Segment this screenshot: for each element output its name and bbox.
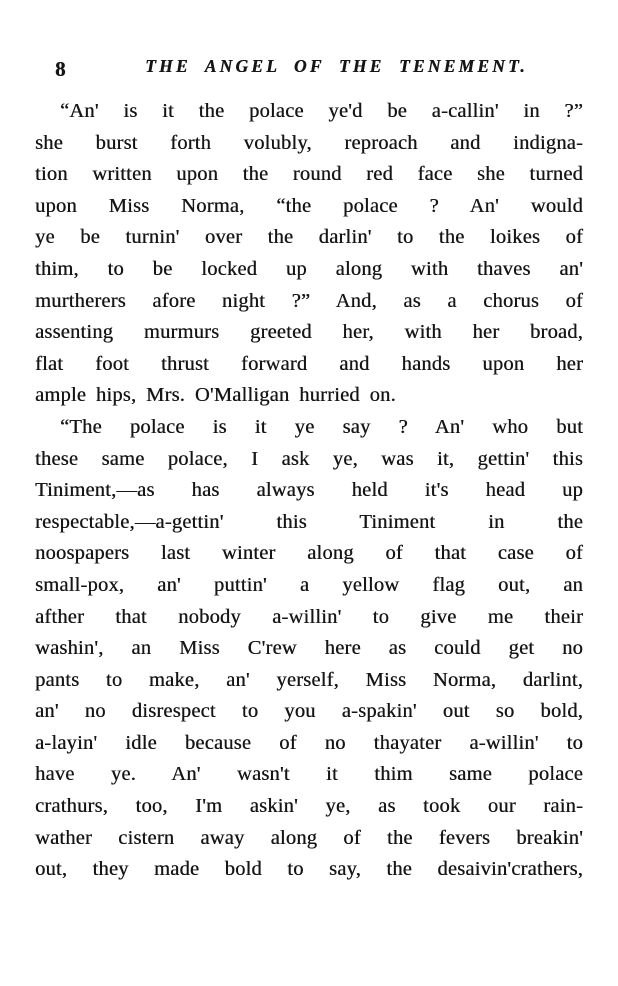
text-line: these same polace, I ask ye, was it, gettin' this bbox=[35, 447, 583, 470]
text-line: murtherers afore night ?” And, as a chorus of bbox=[35, 289, 583, 312]
text-line: a-layin' idle because of no thayater a-willin' to bbox=[35, 731, 583, 754]
text-line: assenting murmurs greeted her, with her broad, bbox=[35, 321, 583, 344]
text-line: crathurs, too, I'm askin' ye, as took our rain- bbox=[35, 795, 583, 818]
text-line: she burst forth volubly, reproach and indigna- bbox=[35, 131, 583, 154]
page-number: 8 bbox=[55, 57, 66, 81]
text-line: “An' is it the polace ye'd be a-callin' in ?” bbox=[60, 100, 583, 122]
running-title: THE ANGEL OF THE TENEMENT. bbox=[145, 56, 528, 76]
text-line: have ye. An' wasn't it thim same polace bbox=[35, 763, 583, 786]
text-line: pants to make, an' yerself, Miss Norma, darlint, bbox=[35, 668, 583, 691]
text-line: thim, to be locked up along with thaves an' bbox=[35, 257, 583, 280]
text-line: “The polace is it ye say ? An' who but bbox=[60, 415, 583, 438]
text-line: washin', an Miss C'rew here as could get no bbox=[35, 637, 583, 660]
text-line: ye be turnin' over the darlin' to the loikes of bbox=[35, 226, 583, 249]
text-line: wather cistern away along of the fevers breakin' bbox=[35, 826, 583, 849]
text-line: upon Miss Norma, “the polace ? An' would bbox=[35, 194, 583, 217]
text-line: noospapers last winter along of that case of bbox=[35, 542, 583, 565]
text-line: ample hips, Mrs. O'Malligan hurried on. bbox=[35, 384, 396, 407]
text-line: respectable,—a-gettin' this Tiniment in the bbox=[35, 510, 583, 533]
text-line: Tiniment,—as has always held it's head up bbox=[35, 479, 583, 502]
text-block bbox=[35, 96, 583, 886]
page-header bbox=[35, 56, 598, 84]
text-line: an' no disrespect to you a-spakin' out so bold, bbox=[35, 700, 583, 723]
text-line: out, they made bold to say, the desaivin'crathers, bbox=[35, 858, 583, 881]
text-line: flat foot thrust forward and hands upon her bbox=[35, 352, 583, 375]
text-line: afther that nobody a-willin' to give me their bbox=[35, 605, 583, 628]
text-line: tion written upon the round red face she turned bbox=[35, 163, 583, 186]
text-line: small-pox, an' puttin' a yellow flag out, an bbox=[35, 573, 583, 596]
